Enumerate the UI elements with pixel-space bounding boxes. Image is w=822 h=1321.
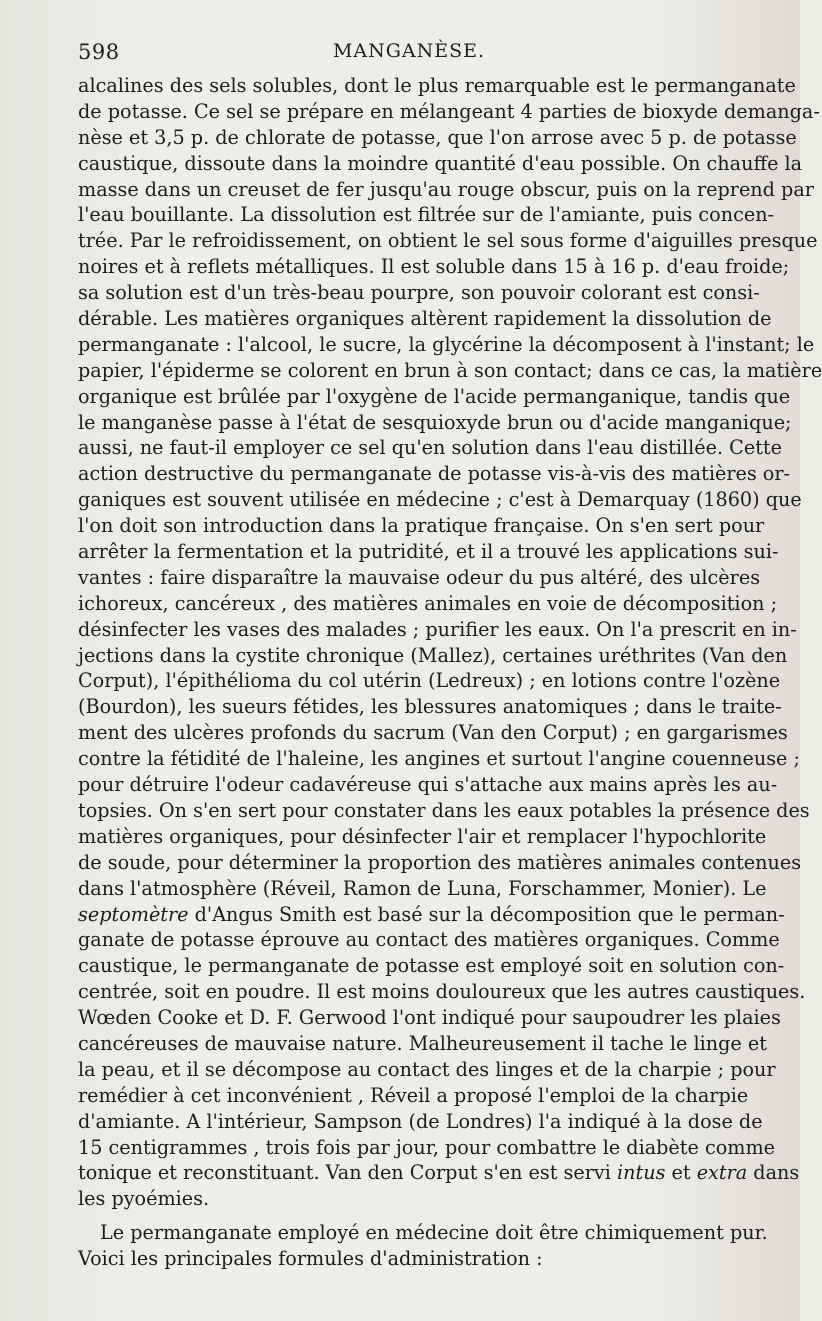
text-line: vantes : faire disparaître la mauvaise odeur du pus altéré, des ulcères <box>78 565 761 589</box>
text-line: Wœden Cooke et D. F. Gerwood l'ont indiqué pour saupoudrer les plaies <box>78 1006 781 1030</box>
page-header <box>78 40 740 70</box>
text-line: de soude, pour déterminer la proportion des matières animales contenues <box>78 850 802 874</box>
text-line: arrêter la fermentation et la putridité, et il a trouvé les applications sui- <box>78 540 779 564</box>
text-line: caustique, dissoute dans la moindre quantité d'eau possible. On chauffe la <box>78 151 803 175</box>
text-line: Voici les principales formules d'administration : <box>78 1247 543 1271</box>
paragraph-permanganate-description <box>78 73 822 1212</box>
text-span: dans <box>747 1161 800 1185</box>
text-line: le manganèse passe à l'état de sesquioxyde brun ou d'acide manganique; <box>78 410 792 434</box>
text-line: dans l'atmosphère (Réveil, Ramon de Luna, Forschammer, Monier). Le <box>78 876 767 900</box>
text-line: sa solution est d'un très-beau pourpre, son pouvoir colorant est consi- <box>78 281 760 305</box>
italic-term: extra <box>696 1161 748 1185</box>
text-line: la peau, et il se décompose au contact des linges et de la charpie ; pour <box>78 1057 776 1081</box>
text-line: aussi, ne faut-il employer ce sel qu'en solution dans l'eau distillée. Cette <box>78 436 782 460</box>
text-line: (Bourdon), les sueurs fétides, les blessures anatomiques ; dans le traite- <box>78 695 782 719</box>
text-line: matières organiques, pour désinfecter l'air et remplacer l'hypochlorite <box>78 824 767 848</box>
body-text <box>78 73 822 1272</box>
text-line: noires et à reflets métalliques. Il est soluble dans 15 à 16 p. d'eau froide; <box>78 255 790 279</box>
text-line: de potasse. Ce sel se prépare en mélangeant 4 parties de bioxyde demanga- <box>78 99 820 123</box>
text-span: tonique et reconstituant. Van den Corput s'en est servi <box>78 1161 618 1185</box>
running-title: MANGANÈSE. <box>332 40 486 62</box>
paragraph-gap <box>78 1212 740 1220</box>
text-line: l'eau bouillante. La dissolution est filtrée sur de l'amiante, puis concen- <box>78 203 775 227</box>
text-line: contre la fétidité de l'haleine, les angines et surtout l'angine couenneuse ; <box>78 747 800 771</box>
text-line: topsies. On s'en sert pour constater dans les eaux potables la présence des <box>78 798 810 822</box>
text-span: et <box>665 1161 697 1185</box>
text-line: cancéreuses de mauvaise nature. Malheureusement il tache le linge et <box>78 1031 767 1055</box>
text-line: Le permanganate employé en médecine doit être chimiquement pur. <box>100 1221 768 1245</box>
text-line: masse dans un creuset de fer jusqu'au rouge obscur, puis on la reprend par <box>78 177 814 201</box>
text-line: d'amiante. A l'intérieur, Sampson (de Londres) l'a indiqué à la dose de <box>78 1109 763 1133</box>
text-line: désinfecter les vases des malades ; purifier les eaux. On l'a prescrit en in- <box>78 617 797 641</box>
text-line: centrée, soit en poudre. Il est moins douloureux que les autres caustiques. <box>78 980 806 1004</box>
text-span: d'Angus Smith est basé sur la décomposition que le perman- <box>188 902 785 926</box>
text-line: nèse et 3,5 p. de chlorate de potasse, que l'on arrose avec 5 p. de potasse <box>78 125 797 149</box>
text-line: permanganate : l'alcool, le sucre, la glycérine la décomposent à l'instant; le <box>78 332 815 356</box>
text-line: Corput), l'épithélioma du col utérin (Ledreux) ; en lotions contre l'ozène <box>78 669 781 693</box>
paragraph-formulas-intro <box>78 1220 768 1272</box>
text-line: alcalines des sels solubles, dont le plus remarquable est le permanganate <box>78 74 796 97</box>
text-line: jections dans la cystite chronique (Mallez), certaines uréthrites (Van den <box>78 643 788 667</box>
text-line: action destructive du permanganate de potasse vis-à-vis des matières or- <box>78 462 790 486</box>
text-line-italic <box>78 902 785 928</box>
text-line: remédier à cet inconvénient , Réveil a proposé l'emploi de la charpie <box>78 1083 749 1107</box>
text-line: dérable. Les matières organiques altèrent rapidement la dissolution de <box>78 307 772 331</box>
text-line: l'on doit son introduction dans la pratique française. On s'en sert pour <box>78 514 765 538</box>
text-line: trée. Par le refroidissement, on obtient le sel sous forme d'aiguilles presque <box>78 229 818 253</box>
text-line: organique est brûlée par l'oxygène de l'acide permanganique, tandis que <box>78 384 791 408</box>
text-line-italic <box>78 1160 800 1186</box>
text-line: ganate de potasse éprouve au contact des matières organiques. Comme <box>78 928 780 952</box>
text-line: caustique, le permanganate de potasse est employé soit en solution con- <box>78 954 785 978</box>
text-line: ganiques est souvent utilisée en médecine ; c'est à Demarquay (1860) que <box>78 488 802 512</box>
text-line: papier, l'épiderme se colorent en brun à son contact; dans ce cas, la matière <box>78 358 822 382</box>
text-line: les pyoémies. <box>78 1187 210 1211</box>
text-line: ichoreux, cancéreux , des matières animales en voie de décomposition ; <box>78 591 778 615</box>
italic-term: intus <box>617 1161 666 1185</box>
page-number: 598 <box>78 40 120 64</box>
text-line: ment des ulcères profonds du sacrum (Van den Corput) ; en gargarismes <box>78 721 788 745</box>
italic-term: septomètre <box>78 902 189 926</box>
text-line: pour détruire l'odeur cadavéreuse qui s'attache aux mains après les au- <box>78 773 778 797</box>
text-line: 15 centigrammes , trois fois par jour, pour combattre le diabète comme <box>78 1135 775 1159</box>
